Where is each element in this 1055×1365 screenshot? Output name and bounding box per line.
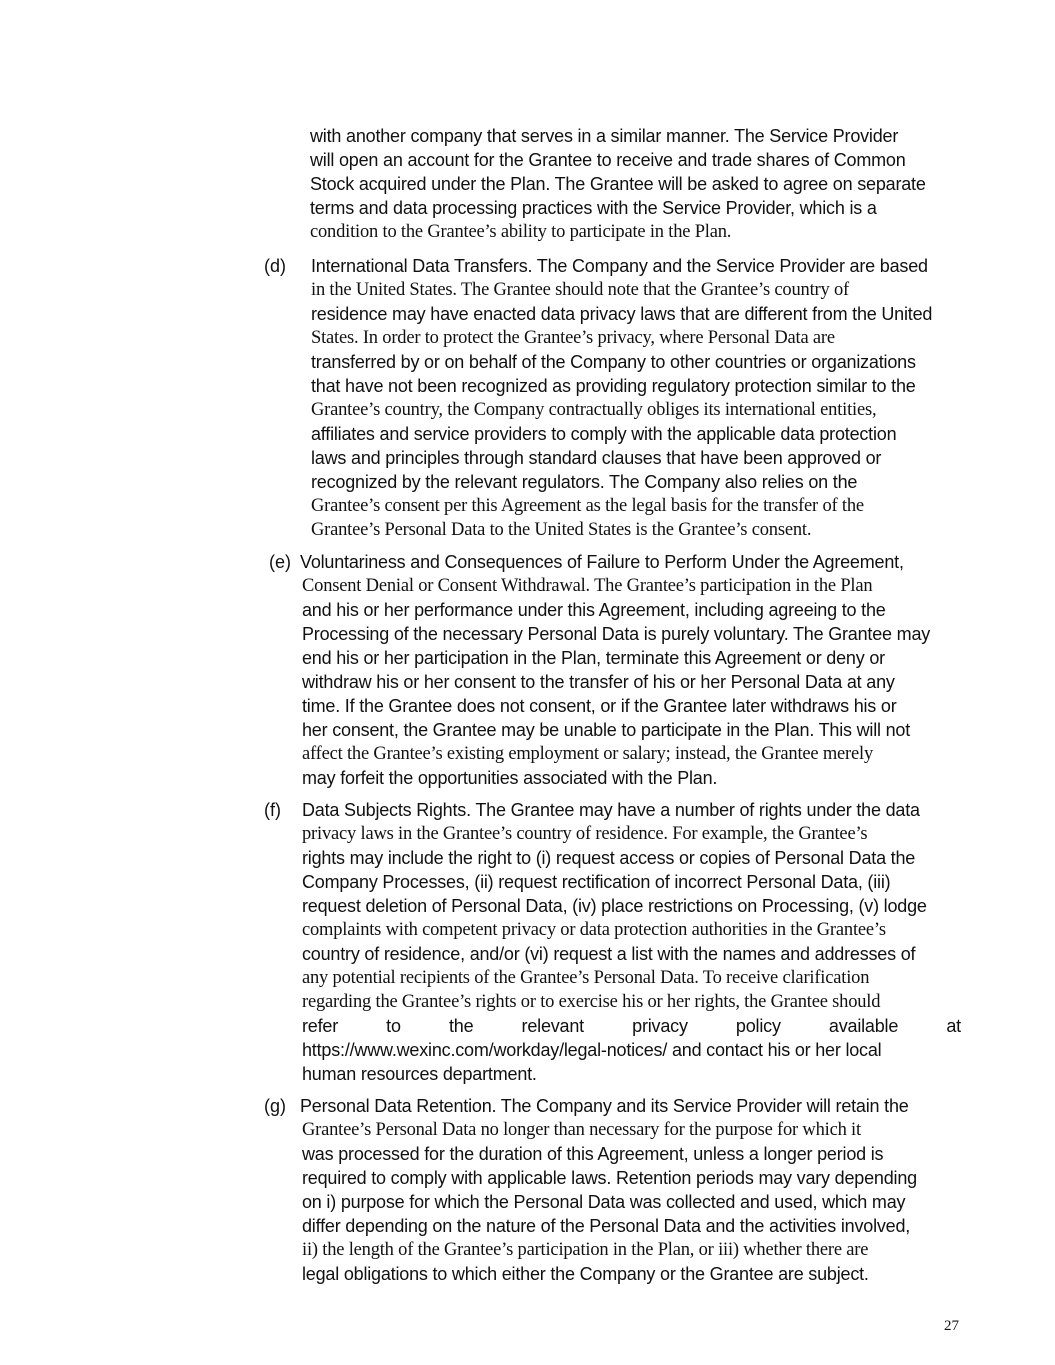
paragraph-line: complaints with competent privacy or data protection authorities in the Grantee’s [302, 920, 886, 940]
paragraph-line: transferred by or on behalf of the Company to other countries or organizations [311, 352, 916, 372]
justified-line [302, 1014, 961, 1038]
paragraph-line: Grantee’s country, the Company contractually obliges its international entities, [311, 400, 877, 420]
paragraph-line: will open an account for the Grantee to receive and trade shares of Common [310, 150, 906, 170]
paragraph-line: on i) purpose for which the Personal Data was collected and used, which may [302, 1192, 906, 1212]
paragraph-marker: (e) [269, 552, 291, 572]
word: the [448, 1016, 474, 1036]
paragraph-line: may forfeit the opportunities associated with the Plan. [302, 768, 718, 788]
paragraph-marker: (d) [264, 256, 286, 276]
paragraph-line: ii) the length of the Grantee’s participation in the Plan, or iii) whether there are [302, 1240, 869, 1260]
paragraph-marker: (f) [264, 800, 281, 820]
paragraph-line: Personal Data Retention. The Company and its Service Provider will retain the [300, 1096, 909, 1116]
paragraph-line: differ depending on the nature of the Personal Data and the activities involved, [302, 1216, 911, 1236]
paragraph-line: with another company that serves in a similar manner. The Service Provider [310, 126, 899, 146]
paragraph-line: https://www.wexinc.com/workday/legal-notices/ and contact his or her local [302, 1040, 882, 1060]
paragraph-line: that have not been recognized as providing regulatory protection similar to the [311, 376, 916, 396]
paragraph-line: was processed for the duration of this Agreement, unless a longer period is [302, 1144, 884, 1164]
paragraph-line: Processing of the necessary Personal Data is purely voluntary. The Grantee may [302, 624, 931, 644]
paragraph-line: country of residence, and/or (vi) request a list with the names and addresses of [302, 944, 916, 964]
paragraph-line: laws and principles through standard clauses that have been approved or [311, 448, 882, 468]
paragraph-line: rights may include the right to (i) request access or copies of Personal Data the [302, 848, 916, 868]
word: relevant [521, 1016, 584, 1036]
word: available [828, 1016, 899, 1036]
paragraph-marker: (g) [264, 1096, 286, 1116]
paragraph-line: Voluntariness and Consequences of Failure to Perform Under the Agreement, [300, 552, 904, 572]
paragraph-line: International Data Transfers. The Company and the Service Provider are based [311, 256, 928, 276]
paragraph-line: legal obligations to which either the Company or the Grantee are subject. [302, 1264, 869, 1284]
paragraph-line: Grantee’s Personal Data to the United States is the Grantee’s consent. [311, 520, 812, 540]
paragraph-line: affect the Grantee’s existing employment or salary; instead, the Grantee merely [302, 744, 874, 764]
paragraph-line: Company Processes, (ii) request rectification of incorrect Personal Data, (iii) [302, 872, 891, 892]
paragraph-line: required to comply with applicable laws. Retention periods may vary depending [302, 1168, 917, 1188]
page-number: 27 [944, 1318, 959, 1334]
paragraph-line: Data Subjects Rights. The Grantee may have a number of rights under the data [302, 800, 920, 820]
paragraph-line: privacy laws in the Grantee’s country of residence. For example, the Grantee’s [302, 824, 868, 844]
paragraph-line: and his or her performance under this Agreement, including agreeing to the [302, 600, 886, 620]
paragraph-line: residence may have enacted data privacy laws that are different from the United [311, 304, 933, 324]
word: refer [302, 1016, 339, 1036]
paragraph-line: end his or her participation in the Plan, terminate this Agreement or deny or [302, 648, 885, 668]
word: to [386, 1016, 401, 1036]
paragraph-line: regarding the Grantee’s rights or to exercise his or her rights, the Grantee should [302, 992, 881, 1012]
paragraph-line: affiliates and service providers to comply with the applicable data protection [311, 424, 897, 444]
paragraph-line: States. In order to protect the Grantee’s privacy, where Personal Data are [311, 328, 835, 348]
paragraph-line: any potential recipients of the Grantee’s Personal Data. To receive clarification [302, 968, 870, 988]
paragraph-line: Grantee’s consent per this Agreement as the legal basis for the transfer of the [311, 496, 864, 516]
word: policy [735, 1016, 781, 1036]
paragraph-line: condition to the Grantee’s ability to participate in the Plan. [310, 222, 732, 242]
paragraph-line: time. If the Grantee does not consent, or if the Grantee later withdraws his or [302, 696, 897, 716]
word: privacy [632, 1016, 688, 1036]
paragraph-line: request deletion of Personal Data, (iv) place restrictions on Processing, (v) lodge [302, 896, 927, 916]
paragraph-line: recognized by the relevant regulators. The Company also relies on the [311, 472, 858, 492]
paragraph-line: withdraw his or her consent to the transfer of his or her Personal Data at any [302, 672, 895, 692]
word: at [946, 1016, 961, 1036]
paragraph-line: Stock acquired under the Plan. The Grantee will be asked to agree on separate [310, 174, 926, 194]
paragraph-line: Grantee’s Personal Data no longer than necessary for the purpose for which it [302, 1120, 861, 1140]
paragraph-line: human resources department. [302, 1064, 537, 1084]
paragraph-line: in the United States. The Grantee should note that the Grantee’s country of [311, 280, 849, 300]
paragraph-line: Consent Denial or Consent Withdrawal. The Grantee’s participation in the Plan [302, 576, 873, 596]
paragraph-line: terms and data processing practices with the Service Provider, which is a [310, 198, 877, 218]
paragraph-line: her consent, the Grantee may be unable to participate in the Plan. This will not [302, 720, 911, 740]
